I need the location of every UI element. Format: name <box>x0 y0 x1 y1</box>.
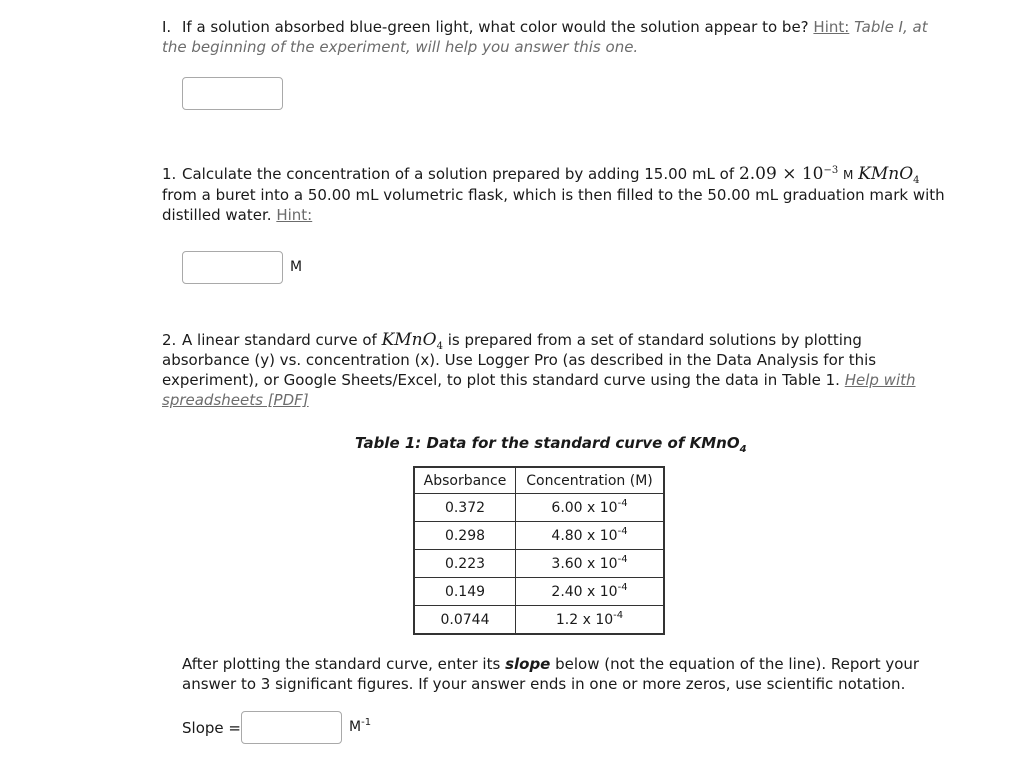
slope-input[interactable] <box>241 711 342 744</box>
answer-input-concentration[interactable] <box>182 251 283 284</box>
slope-instructions <box>182 654 942 694</box>
help-spreadsheets-link[interactable]: Help with spreadsheets [PDF] <box>162 371 916 409</box>
table-row <box>414 578 664 606</box>
question-text: If a solution absorbed blue-green light, what color would the solution appear to be? <box>182 18 809 36</box>
question-1 <box>162 164 952 225</box>
header-concentration: Concentration (M) <box>516 467 665 494</box>
conc-value: 6.00 x 10 <box>551 499 618 516</box>
cell-absorbance: 0.298 <box>414 522 516 550</box>
table-row <box>414 494 664 522</box>
standard-curve-table <box>413 466 665 635</box>
math-subscript: 4 <box>436 341 443 352</box>
question-text-cont: from a buret into a 50.00 mL volumetric flask, which is then filled to the 50.00 mL graduation mark with distilled water. <box>162 186 945 224</box>
question-number: 1. <box>162 165 177 183</box>
hint-link[interactable]: Hint: <box>276 206 313 224</box>
header-absorbance: Absorbance <box>414 467 516 494</box>
conc-exponent: -4 <box>617 525 628 537</box>
cell-absorbance: 0.0744 <box>414 606 516 635</box>
cell-concentration <box>516 550 665 578</box>
math-subscript: 4 <box>913 175 920 186</box>
cell-concentration <box>516 606 665 635</box>
table-row <box>414 606 664 635</box>
conc-exponent: -4 <box>617 581 628 593</box>
table-row <box>414 550 664 578</box>
conc-value: 2.40 x 10 <box>551 583 618 600</box>
answer-unit: M <box>290 259 303 275</box>
table-row <box>414 522 664 550</box>
conc-exponent: -4 <box>613 609 624 621</box>
cell-concentration <box>516 522 665 550</box>
concentration-formula <box>739 164 838 184</box>
question-number: 2. <box>162 331 177 349</box>
conc-value: 3.60 x 10 <box>551 555 618 572</box>
cell-concentration <box>516 578 665 606</box>
table-caption <box>355 434 747 455</box>
math-coefficient: 2.09 × 10 <box>738 164 824 184</box>
slope-label: Slope = <box>182 719 241 737</box>
question-text-cont: is prepared from a set of standard solutions by plotting absorbance (y) vs. concentration (x). Use Logger Pro (as described in the Data Analysis for this experiment), or Google Sheets/Excel, to plot this standard curve using the data in Table 1. <box>162 331 877 389</box>
cell-absorbance: 0.223 <box>414 550 516 578</box>
table-header-row <box>414 467 664 494</box>
hint-ref: Table I <box>854 18 903 36</box>
conc-value: 4.80 x 10 <box>551 527 618 544</box>
hint-link[interactable]: Hint: <box>813 18 850 36</box>
slope-unit-base: M <box>349 719 362 735</box>
question-text: Calculate the concentration of a solution prepared by adding 15.00 mL of <box>182 165 735 183</box>
question-text: A linear standard curve of <box>182 331 377 349</box>
math-species: KMnO <box>381 330 437 350</box>
math-species: KMnO <box>858 164 914 184</box>
instruction-text: After plotting the standard curve, enter its <box>182 655 501 673</box>
math-unit: M <box>843 168 854 182</box>
conc-exponent: -4 <box>617 553 628 565</box>
question-2 <box>162 330 952 410</box>
question-number: I. <box>162 18 172 36</box>
slope-unit-exponent: -1 <box>361 717 372 728</box>
caption-subscript: 4 <box>739 444 747 455</box>
math-exponent: −3 <box>823 165 839 176</box>
slope-unit <box>349 719 371 735</box>
cell-absorbance: 0.372 <box>414 494 516 522</box>
question-I <box>162 17 952 57</box>
hint-text: , at the beginning of the experiment, will help you answer this one. <box>162 18 928 56</box>
instruction-text-cont: below (not the equation of the line). Report your answer to 3 significant figures. If your answer ends in one or more zeros, use scientific notation. <box>182 655 920 693</box>
cell-absorbance: 0.149 <box>414 578 516 606</box>
cell-concentration <box>516 494 665 522</box>
caption-text: Table 1: Data for the standard curve of KMnO <box>355 434 740 452</box>
answer-input-color[interactable] <box>182 77 283 110</box>
instruction-bold: slope <box>505 655 551 673</box>
conc-exponent: -4 <box>617 497 628 509</box>
conc-value: 1.2 x 10 <box>555 611 614 628</box>
